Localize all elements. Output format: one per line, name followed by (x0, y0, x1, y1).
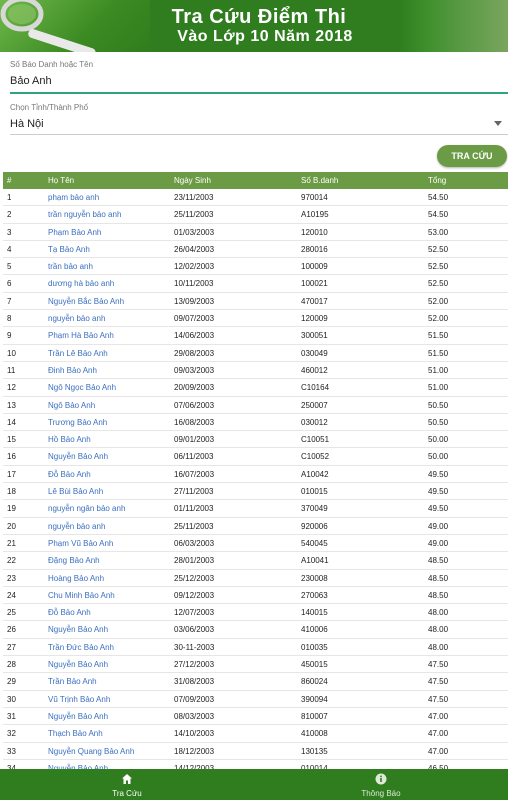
row-index: 26 (7, 625, 16, 635)
table-row[interactable] (3, 500, 508, 517)
nav-notifications-label: Thông Báo (361, 789, 401, 798)
row-index: 20 (7, 521, 16, 531)
row-index: 31 (7, 711, 16, 721)
header-index: # (7, 176, 12, 185)
row-index: 18 (7, 487, 16, 497)
student-name-link[interactable]: Nguyễn Quang Bảo Anh (48, 746, 135, 756)
birthdate: 14/10/2003 (174, 729, 215, 739)
candidate-number: 300051 (301, 331, 328, 341)
birthdate: 10/11/2003 (174, 279, 214, 289)
table-row[interactable] (3, 535, 508, 552)
total-score: 49.50 (428, 504, 449, 514)
student-name-link[interactable]: Nguyễn Bảo Anh (48, 660, 109, 670)
total-score: 52.50 (428, 279, 449, 289)
student-name-link[interactable]: Hoàng Bảo Anh (48, 573, 105, 583)
student-name-link[interactable]: Trương Bảo Anh (48, 417, 108, 427)
student-name-link[interactable]: nguyễn bảo anh (48, 521, 106, 531)
student-name-link[interactable]: Đỗ Bảo Anh (48, 608, 91, 618)
row-index: 9 (7, 331, 12, 341)
candidate-number: A10195 (301, 210, 329, 220)
birthdate: 25/11/2003 (174, 210, 214, 220)
birthdate: 13/09/2003 (174, 296, 215, 306)
birthdate: 09/12/2003 (174, 590, 215, 600)
row-index: 25 (7, 608, 16, 618)
nav-notifications[interactable] (254, 769, 508, 800)
table-row[interactable] (3, 224, 508, 241)
student-name-link[interactable]: Vũ Trịnh Bảo Anh (48, 694, 111, 704)
table-row[interactable] (3, 604, 508, 621)
row-index: 32 (7, 729, 16, 739)
total-score: 52.00 (428, 314, 449, 324)
student-name-link[interactable]: Nguyễn Bảo Anh (48, 625, 109, 635)
header-birthdate: Ngày Sinh (174, 176, 211, 185)
row-index: 27 (7, 642, 16, 652)
row-index: 7 (7, 296, 12, 306)
table-row[interactable] (3, 570, 508, 587)
candidate-number: 540045 (301, 538, 328, 548)
nav-search-label: Tra Cứu (112, 789, 142, 798)
total-score: 49.00 (428, 521, 449, 531)
row-index: 33 (7, 746, 16, 756)
student-name-link[interactable]: Phạm Hà Bảo Anh (48, 331, 114, 341)
header-total: Tổng (428, 176, 447, 185)
birthdate: 09/03/2003 (174, 365, 215, 375)
table-row[interactable] (3, 258, 508, 275)
table-row[interactable] (3, 431, 508, 448)
total-score: 48.00 (428, 608, 449, 618)
birthdate: 03/06/2003 (174, 625, 215, 635)
row-index: 14 (7, 417, 16, 427)
student-name-link[interactable]: Trần Đức Bảo Anh (48, 642, 114, 652)
row-index: 29 (7, 677, 16, 687)
table-row[interactable] (3, 189, 508, 206)
student-name-link[interactable]: trần bảo anh (48, 262, 93, 272)
candidate-number: 460012 (301, 365, 328, 375)
candidate-number: 370049 (301, 504, 328, 514)
birthdate: 12/07/2003 (174, 608, 215, 618)
candidate-number: A10042 (301, 469, 329, 479)
total-score: 52.50 (428, 262, 449, 272)
table-row[interactable] (3, 310, 508, 327)
header-name: Họ Tên (48, 176, 75, 185)
total-score: 49.00 (428, 538, 449, 548)
table-row[interactable] (3, 708, 508, 725)
row-index: 3 (7, 227, 12, 237)
nav-search[interactable] (0, 769, 254, 800)
table-row[interactable] (3, 656, 508, 673)
city-select-value[interactable]: Hà Nội (10, 118, 44, 130)
birthdate: 06/11/2003 (174, 452, 214, 462)
row-index: 2 (7, 210, 12, 220)
student-name-link[interactable]: trần nguyễn bảo anh (48, 210, 122, 220)
total-score: 52.50 (428, 244, 449, 254)
candidate-number: 120010 (301, 227, 328, 237)
student-name-link[interactable]: Phạm Vũ Bảo Anh (48, 538, 114, 548)
row-index: 21 (7, 538, 16, 548)
total-score: 49.50 (428, 487, 449, 497)
student-name-link[interactable]: dương hà bảo anh (48, 279, 115, 289)
row-index: 12 (7, 383, 16, 393)
row-index: 10 (7, 348, 16, 358)
candidate-number: C10052 (301, 452, 330, 462)
dropdown-arrow-icon[interactable] (494, 121, 502, 126)
row-index: 8 (7, 314, 12, 324)
table-row[interactable] (3, 552, 508, 569)
table-row[interactable] (3, 345, 508, 362)
table-row[interactable] (3, 397, 508, 414)
student-name-link[interactable]: nguyễn bảo anh (48, 314, 106, 324)
table-row[interactable] (3, 518, 508, 535)
birthdate: 16/07/2003 (174, 469, 215, 479)
student-name-link[interactable]: Trần Bảo Anh (48, 677, 97, 687)
total-score: 51.50 (428, 348, 449, 358)
candidate-number: 230008 (301, 573, 328, 583)
table-row[interactable] (3, 725, 508, 742)
row-index: 4 (7, 244, 12, 254)
total-score: 50.00 (428, 435, 449, 445)
candidate-number: 270063 (301, 590, 328, 600)
student-name-link[interactable]: Lê Bùi Bảo Anh (48, 487, 104, 497)
candidate-number: 970014 (301, 193, 328, 202)
table-row[interactable] (3, 483, 508, 500)
table-row[interactable] (3, 466, 508, 483)
birthdate: 27/12/2003 (174, 660, 215, 670)
candidate-number: 280016 (301, 244, 328, 254)
table-row[interactable] (3, 639, 508, 656)
table-row[interactable] (3, 379, 508, 396)
search-button[interactable]: TRA CỨU (437, 145, 507, 167)
student-name-link[interactable]: Đinh Bảo Anh (48, 365, 97, 375)
total-score: 48.00 (428, 642, 449, 652)
candidate-number: 030012 (301, 417, 328, 427)
student-name-link[interactable]: Ngô Bảo Anh (48, 400, 96, 410)
birthdate: 06/03/2003 (174, 538, 215, 548)
candidate-number: A10041 (301, 556, 329, 566)
birthdate: 29/08/2003 (174, 348, 215, 358)
birthdate: 26/04/2003 (174, 244, 215, 254)
student-name-link[interactable]: Phạm Bảo Anh (48, 227, 102, 237)
birthdate: 27/11/2003 (174, 487, 214, 497)
total-score: 48.50 (428, 556, 449, 566)
total-score: 48.00 (428, 625, 449, 635)
student-name-link[interactable]: Hồ Bảo Anh (48, 435, 91, 445)
birthdate: 30-11-2003 (174, 642, 215, 652)
results-table (3, 172, 508, 777)
candidate-number: 450015 (301, 660, 328, 670)
student-name-link[interactable]: Ngô Ngọc Bảo Anh (48, 383, 117, 393)
app-subtitle: Vào Lớp 10 Năm 2018 (177, 28, 353, 45)
student-name-link[interactable]: Tạ Bảo Anh (48, 244, 90, 254)
total-score: 54.50 (428, 210, 449, 220)
candidate-number: C10164 (301, 383, 330, 393)
row-index: 15 (7, 435, 16, 445)
total-score: 51.00 (428, 383, 449, 393)
student-name-link[interactable]: Đặng Bảo Anh (48, 556, 100, 566)
candidate-number: 130135 (301, 746, 328, 756)
birthdate: 23/11/2003 (174, 193, 214, 202)
row-index: 17 (7, 469, 16, 479)
total-score: 48.50 (428, 573, 449, 583)
total-score: 49.50 (428, 469, 449, 479)
total-score: 51.00 (428, 365, 449, 375)
name-field-label: Số Báo Danh hoặc Tên (10, 60, 94, 69)
header-banner (0, 0, 508, 52)
birthdate: 09/01/2003 (174, 435, 215, 445)
candidate-number: 120009 (301, 314, 328, 324)
birthdate: 25/12/2003 (174, 573, 215, 583)
birthdate: 09/07/2003 (174, 314, 215, 324)
student-name-link[interactable]: Chu Minh Bảo Anh (48, 590, 115, 600)
table-row[interactable] (3, 448, 508, 465)
candidate-number: 810007 (301, 711, 328, 721)
candidate-number: 390094 (301, 694, 328, 704)
candidate-number: 470017 (301, 296, 328, 306)
row-index: 30 (7, 694, 16, 704)
total-score: 47.50 (428, 677, 449, 687)
name-field-value[interactable]: Bảo Anh (10, 75, 52, 87)
table-row[interactable] (3, 414, 508, 431)
total-score: 51.50 (428, 331, 449, 341)
table-row[interactable] (3, 362, 508, 379)
birthdate: 16/08/2003 (174, 417, 215, 427)
row-index: 16 (7, 452, 16, 462)
candidate-number: 100021 (301, 279, 328, 289)
candidate-number: 250007 (301, 400, 328, 410)
total-score: 50.50 (428, 400, 449, 410)
student-name-link[interactable]: phạm bảo anh (48, 193, 100, 202)
candidate-number: 410006 (301, 625, 328, 635)
table-row[interactable] (3, 241, 508, 258)
candidate-number: C10051 (301, 435, 330, 445)
candidate-number: 410008 (301, 729, 328, 739)
row-index: 19 (7, 504, 16, 514)
row-index: 28 (7, 660, 16, 670)
candidate-number: 010015 (301, 487, 328, 497)
birthdate: 28/01/2003 (174, 556, 215, 566)
student-name-link[interactable]: nguyễn ngân bảo anh (48, 504, 126, 514)
table-row[interactable] (3, 275, 508, 292)
total-score: 47.50 (428, 694, 449, 704)
table-row[interactable] (3, 327, 508, 344)
birthdate: 25/11/2003 (174, 521, 214, 531)
birthdate: 20/09/2003 (174, 383, 215, 393)
row-index: 13 (7, 400, 16, 410)
table-row[interactable] (3, 673, 508, 690)
info-icon (375, 773, 387, 785)
city-select[interactable] (10, 103, 508, 135)
total-score: 47.00 (428, 729, 449, 739)
table-header (3, 172, 508, 189)
row-index: 1 (7, 193, 12, 202)
table-row[interactable] (3, 743, 508, 760)
header-candidate-number: Số B.danh (301, 176, 339, 185)
table-row[interactable] (3, 587, 508, 604)
student-name-link[interactable]: Nguyễn Bắc Bảo Anh (48, 296, 125, 306)
candidate-number: 860024 (301, 677, 328, 687)
table-body (3, 189, 508, 777)
student-name-link[interactable]: Đỗ Bảo Anh (48, 469, 91, 479)
birthdate: 01/11/2003 (174, 504, 214, 514)
name-or-id-field[interactable] (10, 60, 508, 94)
student-name-link[interactable]: Nguyễn Bảo Anh (48, 452, 109, 462)
total-score: 47.50 (428, 660, 449, 670)
row-index: 23 (7, 573, 16, 583)
birthdate: 01/03/2003 (174, 227, 215, 237)
candidate-number: 100009 (301, 262, 328, 272)
row-index: 6 (7, 279, 12, 289)
birthdate: 14/06/2003 (174, 331, 215, 341)
candidate-number: 030049 (301, 348, 328, 358)
total-score: 54.50 (428, 193, 449, 202)
candidate-number: 140015 (301, 608, 328, 618)
candidate-number: 920006 (301, 521, 328, 531)
home-icon (121, 773, 133, 785)
total-score: 48.50 (428, 590, 449, 600)
row-index: 22 (7, 556, 16, 566)
total-score: 50.00 (428, 452, 449, 462)
row-index: 24 (7, 590, 16, 600)
birthdate: 12/02/2003 (174, 262, 215, 272)
total-score: 52.00 (428, 296, 449, 306)
student-name-link[interactable]: Nguyễn Bảo Anh (48, 711, 109, 721)
table-row[interactable] (3, 293, 508, 310)
birthdate: 18/12/2003 (174, 746, 215, 756)
row-index: 11 (7, 365, 16, 375)
total-score: 47.00 (428, 746, 449, 756)
birthdate: 08/03/2003 (174, 711, 215, 721)
app-title: Tra Cứu Điểm Thi (171, 6, 347, 28)
total-score: 50.50 (428, 417, 449, 427)
student-name-link[interactable]: Thạch Bảo Anh (48, 729, 103, 739)
student-name-link[interactable]: Trần Lê Bảo Anh (48, 348, 108, 358)
table-row[interactable] (3, 621, 508, 638)
total-score: 53.00 (428, 227, 449, 237)
bottom-nav (0, 769, 508, 800)
birthdate: 07/09/2003 (174, 694, 215, 704)
birthdate: 31/08/2003 (174, 677, 215, 687)
row-index: 5 (7, 262, 12, 272)
candidate-number: 010035 (301, 642, 328, 652)
total-score: 47.00 (428, 711, 449, 721)
table-row[interactable] (3, 206, 508, 223)
birthdate: 07/06/2003 (174, 400, 215, 410)
table-row[interactable] (3, 691, 508, 708)
city-select-label: Chọn Tỉnh/Thành Phố (10, 103, 89, 112)
